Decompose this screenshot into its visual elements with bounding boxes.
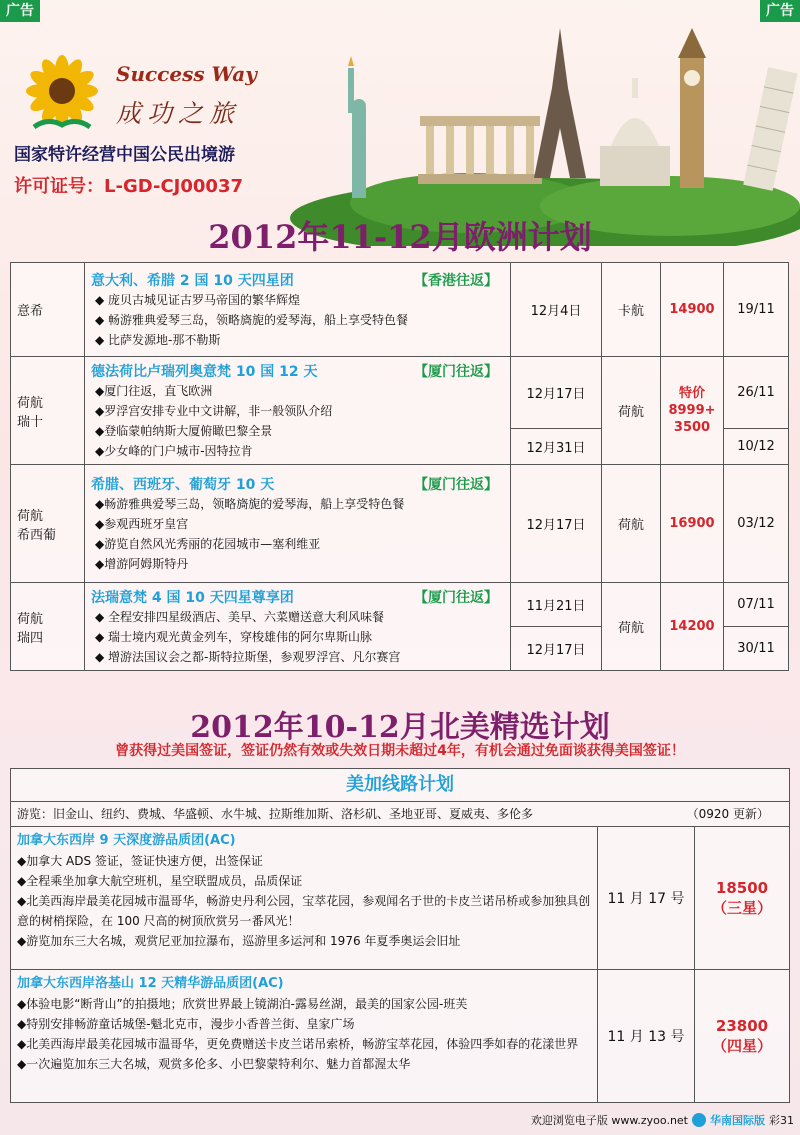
brand-chinese: 成功之旅 xyxy=(116,99,241,128)
star-rating: （四星） xyxy=(711,1036,772,1055)
departure-date: 12月17日 xyxy=(511,357,602,429)
departure-date: 11 月 13 号 xyxy=(597,970,694,1102)
feature-item: ◆特别安排畅游童话城堡-魁北克市，漫步小香普兰街、皇家广场 xyxy=(17,1017,355,1031)
feature-item: ◆参观西班牙皇宫 xyxy=(95,516,189,531)
feature-item: ◆北美西海岸最美花园城市温哥华，更免费赠送卡皮兰诺吊索桥，畅游宝萃花园，体验四季如春的花漾世界 xyxy=(17,1037,579,1051)
deadline: 03/12 xyxy=(724,465,789,583)
departure-date: 12月31日 xyxy=(511,429,602,465)
feature-item: ◆厦门往返，直飞欧洲 xyxy=(95,383,213,398)
feature-item: ◆ 增游法国议会之都-斯特拉斯堡，参观罗浮宫、凡尔赛宫 xyxy=(95,649,401,664)
deadline: 07/11 xyxy=(724,583,789,627)
route-title: 德法荷比卢瑞列奥意梵 10 国 12 天 xyxy=(91,363,318,380)
region-cell: 荷航 希西葡 xyxy=(11,465,85,583)
edition-name: 华南国际版 xyxy=(710,1114,765,1127)
price-cell xyxy=(694,970,789,1102)
price: 16900 xyxy=(661,465,724,583)
footer xyxy=(531,1112,794,1128)
departure-date: 12月17日 xyxy=(511,465,602,583)
north-america-panel xyxy=(10,768,790,1103)
website-text: 欢迎浏览电子版 www.zyoo.net xyxy=(530,1114,688,1127)
table-row xyxy=(11,970,789,1102)
feature-item: ◆少女峰的门户城市-因特拉肯 xyxy=(95,443,253,458)
feature-item: ◆畅游雅典爱琴三岛，领略旖旎的爱琴海，船上享受特色餐 xyxy=(95,496,405,511)
region-cell: 荷航 瑞四 xyxy=(11,583,85,671)
route-cell xyxy=(85,583,511,671)
deadline: 19/11 xyxy=(724,263,789,357)
sunflower-logo-icon xyxy=(22,55,102,135)
departure-date: 12月17日 xyxy=(511,627,602,671)
price: 18500 xyxy=(715,878,769,897)
feature-item: ◆体验电影“断背山”的拍摄地；欣赏世界最上镜湖泊-露易丝湖，最美的国家公园-班芙 xyxy=(17,997,468,1011)
table-row xyxy=(11,583,789,627)
airline: 荷航 xyxy=(602,465,661,583)
feature-item: ◆ 庞贝古城见证古罗马帝国的繁华辉煌 xyxy=(95,292,301,307)
update-note: （0920 更新） xyxy=(686,807,769,821)
section-title: 美加线路计划 xyxy=(11,769,789,802)
feature-item: ◆加拿大 ADS 签证，签证快速方便，出签保证 xyxy=(17,854,263,868)
table-row xyxy=(11,357,789,429)
price-cell xyxy=(694,827,789,969)
route-cell xyxy=(85,465,511,583)
feature-item: ◆ 瑞士境内观光黄金列车，穿梭雄伟的阿尔卑斯山脉 xyxy=(95,629,373,644)
route-title: 意大利、希腊 2 国 10 天四星团 xyxy=(91,272,294,289)
departure-date: 11 月 17 号 xyxy=(597,827,694,969)
feature-item: ◆ 全程安排四星级酒店、美早、六菜赠送意大利风味餐 xyxy=(95,609,385,624)
license-number: 许可证号：L-GD-CJ00037 xyxy=(14,176,243,197)
feature-item: ◆登临蒙帕纳斯大厦俯瞰巴黎全景 xyxy=(95,423,273,438)
table-row xyxy=(11,465,789,583)
route-cell xyxy=(11,970,597,1102)
feature-item: ◆罗浮宫安排专业中文讲解，非一般领队介绍 xyxy=(95,403,333,418)
ad-tag-right: 广告 xyxy=(760,0,800,22)
feature-item: ◆ 比萨发源地-那不勒斯 xyxy=(95,332,221,347)
route-title: 法瑞意梵 4 国 10 天四星尊享团 xyxy=(91,589,294,606)
star-rating: （三星） xyxy=(711,898,772,917)
route-title: 希腊、西班牙、葡萄牙 10 天 xyxy=(91,476,275,493)
region-cell: 荷航 瑞十 xyxy=(11,357,85,465)
region-cell: 意希 xyxy=(11,263,85,357)
feature-item: ◆游览自然风光秀丽的花园城市—塞利维亚 xyxy=(95,536,321,551)
price: 14900 xyxy=(661,263,724,357)
feature-item: ◆ 畅游雅典爱琴三岛，领略旖旎的爱琴海，船上享受特色餐 xyxy=(95,312,409,327)
table-row xyxy=(11,263,789,357)
deadline: 26/11 xyxy=(724,357,789,429)
table-row xyxy=(11,827,789,970)
europe-plan-title: 2012年11-12月欧洲计划 xyxy=(208,218,592,256)
route-title: 加拿大东西岸洛基山 12 天精华游品质团(AC) xyxy=(17,976,284,991)
airline: 荷航 xyxy=(602,583,661,671)
airline: 荷航 xyxy=(602,357,661,465)
feature-item: ◆游览加东三大名城，观赏尼亚加拉瀑布，巡游里多运河和 1976 年夏季奥运会旧址 xyxy=(17,934,461,948)
departure-port: 【厦门往返】 xyxy=(414,363,498,380)
price: 23800 xyxy=(715,1016,769,1035)
deadline: 10/12 xyxy=(724,429,789,465)
north-america-plan-title: 2012年10-12月北美精选计划 xyxy=(190,710,610,745)
europe-table xyxy=(10,262,789,671)
departure-port: 【厦门往返】 xyxy=(414,476,498,493)
cities-list: 游览：旧金山、纽约、费城、华盛顿、水牛城、拉斯维加斯、洛杉矶、圣地亚哥、夏威夷、多伦多 xyxy=(17,807,534,821)
deadline: 30/11 xyxy=(724,627,789,671)
route-cell xyxy=(11,827,597,969)
feature-item: ◆北美西海岸最美花园城市温哥华，畅游史丹利公园，宝萃花园，参观闻名于世的卡皮兰诺吊桥或参加独具创意的树梢探险，在 100 尺高的树顶欣赏另一番风光！ xyxy=(17,894,591,928)
price: 14200 xyxy=(661,583,724,671)
visa-note: 曾获得过美国签证，签证仍然有效或失效日期未超过4年，有机会通过免面谈获得美国签证！ xyxy=(115,743,685,759)
departure-port: 【厦门往返】 xyxy=(414,589,498,606)
route-cell xyxy=(85,263,511,357)
brand-english: Success Way xyxy=(116,62,257,86)
departure-date: 11月21日 xyxy=(511,583,602,627)
departure-date: 12月4日 xyxy=(511,263,602,357)
route-cell xyxy=(85,357,511,465)
org-logo-icon xyxy=(692,1113,706,1127)
departure-port: 【香港往返】 xyxy=(414,272,498,289)
feature-item: ◆全程乘坐加拿大航空班机，星空联盟成员，品质保证 xyxy=(17,874,303,888)
cities-line xyxy=(11,802,789,827)
airline: 卡航 xyxy=(602,263,661,357)
feature-item: ◆一次遍览加东三大名城，观赏多伦多、小巴黎蒙特利尔、魅力首都渥太华 xyxy=(17,1057,411,1071)
price: 特价 8999+ 3500 xyxy=(661,357,724,465)
route-title: 加拿大东西岸 9 天深度游品质团(AC) xyxy=(17,833,236,848)
ad-tag-left: 广告 xyxy=(0,0,40,22)
licensed-statement: 国家特许经营中国公民出境游 xyxy=(14,145,235,165)
page-number: 彩31 xyxy=(769,1114,794,1127)
feature-item: ◆增游阿姆斯特丹 xyxy=(95,556,189,571)
